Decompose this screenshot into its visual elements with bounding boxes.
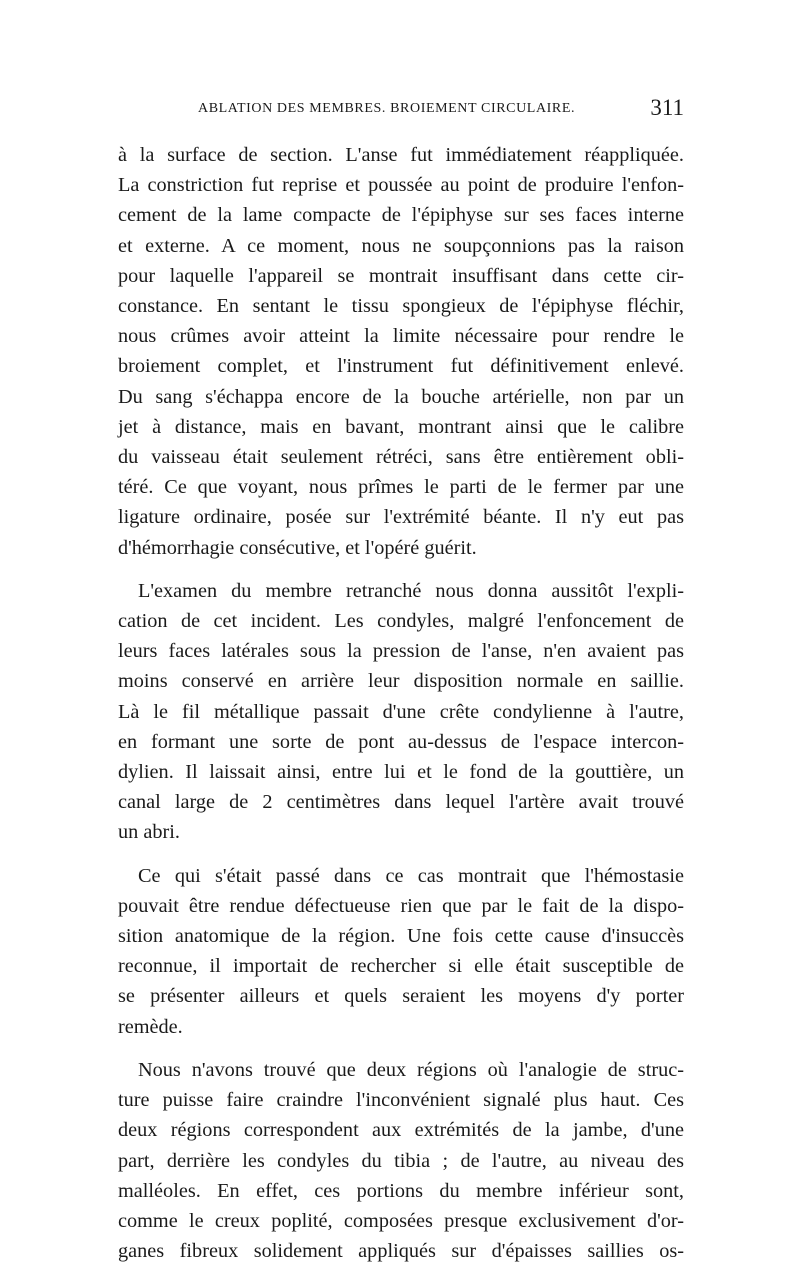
text-line: broiement complet, et l'instrument fut définitivement enlevé. bbox=[118, 355, 684, 378]
text-line: ture puisse faire craindre l'inconvénient signalé plus haut. Ces bbox=[118, 1089, 684, 1112]
text-line: comme le creux poplité, composées presque exclusivement d'or- bbox=[118, 1209, 684, 1232]
text-line: dylien. Il laissait ainsi, entre lui et le fond de la gouttière, un bbox=[118, 761, 684, 784]
text-line: part, derrière les condyles du tibia ; de l'autre, au niveau des bbox=[118, 1149, 684, 1172]
text-line: malléoles. En effet, ces portions du membre inférieur sont, bbox=[118, 1179, 684, 1202]
paragraph-3 bbox=[118, 861, 684, 1042]
paragraph-2 bbox=[118, 576, 684, 848]
text-line: reconnue, il importait de rechercher si elle était susceptible de bbox=[118, 955, 684, 978]
text-line: Là le fil métallique passait d'une crête condylienne à l'autre, bbox=[118, 700, 684, 723]
text-line: La constriction fut reprise et poussée au point de produire l'enfon- bbox=[118, 174, 684, 197]
text-line: téré. Ce que voyant, nous prîmes le parti de le fermer par une bbox=[118, 476, 684, 499]
paragraph-4 bbox=[118, 1055, 684, 1266]
paragraph-1 bbox=[118, 140, 684, 563]
text-line: canal large de 2 centimètres dans lequel l'artère avait trouvé bbox=[118, 791, 684, 814]
text-line: moins conservé en arrière leur disposition normale en saillie. bbox=[118, 670, 684, 693]
text-line: Du sang s'échappa encore de la bouche artérielle, non par un bbox=[118, 385, 684, 408]
text-line: constance. En sentant le tissu spongieux de l'épiphyse fléchir, bbox=[118, 295, 684, 318]
text-line: se présenter ailleurs et quels seraient les moyens d'y porter bbox=[118, 985, 684, 1008]
text-line: ligature ordinaire, posée sur l'extrémité béante. Il n'y eut pas bbox=[118, 506, 684, 529]
text-line: Nous n'avons trouvé que deux régions où l'analogie de struc- bbox=[138, 1058, 684, 1081]
text-line: à la surface de section. L'anse fut immédiatement réappliquée. bbox=[118, 144, 684, 166]
text-line: d'hémorrhagie consécutive, et l'opéré guérit. bbox=[118, 536, 477, 559]
text-line: pouvait être rendue défectueuse rien que par le fait de la dispo- bbox=[118, 894, 684, 917]
text-line: et externe. A ce moment, nous ne soupçonnions pas la raison bbox=[118, 234, 684, 257]
text-line: jet à distance, mais en bavant, montrant ainsi que le calibre bbox=[118, 415, 684, 438]
page-number: 311 bbox=[650, 95, 684, 120]
body-text bbox=[118, 140, 684, 1279]
text-line: leurs faces latérales sous la pression de l'anse, n'en avaient pas bbox=[118, 640, 684, 663]
text-line: cement de la lame compacte de l'épiphyse sur ses faces interne bbox=[118, 204, 684, 227]
text-line: deux régions correspondent aux extrémités de la jambe, d'une bbox=[118, 1119, 684, 1142]
text-line: sition anatomique de la région. Une fois cette cause d'insuccès bbox=[118, 925, 684, 948]
text-line: remède. bbox=[118, 1015, 183, 1038]
text-line: pour laquelle l'appareil se montrait insuffisant dans cette cir- bbox=[118, 264, 684, 287]
text-line: ganes fibreux solidement appliqués sur d'épaisses saillies os- bbox=[118, 1240, 684, 1263]
text-line: nous crûmes avoir atteint la limite nécessaire pour rendre le bbox=[118, 325, 684, 348]
running-head bbox=[118, 97, 684, 121]
text-line: du vaisseau était seulement rétréci, sans être entièrement obli- bbox=[118, 446, 684, 469]
text-line: un abri. bbox=[118, 821, 180, 844]
text-line: cation de cet incident. Les condyles, malgré l'enfoncement de bbox=[118, 610, 684, 633]
running-title: ABLATION DES MEMBRES. BROIEMENT CIRCULAIRE. bbox=[198, 101, 576, 116]
text-line: en formant une sorte de pont au-dessus de l'espace intercon- bbox=[118, 730, 684, 753]
text-line: Ce qui s'était passé dans ce cas montrait que l'hémostasie bbox=[138, 864, 684, 887]
text-line: L'examen du membre retranché nous donna aussitôt l'expli- bbox=[138, 579, 684, 602]
